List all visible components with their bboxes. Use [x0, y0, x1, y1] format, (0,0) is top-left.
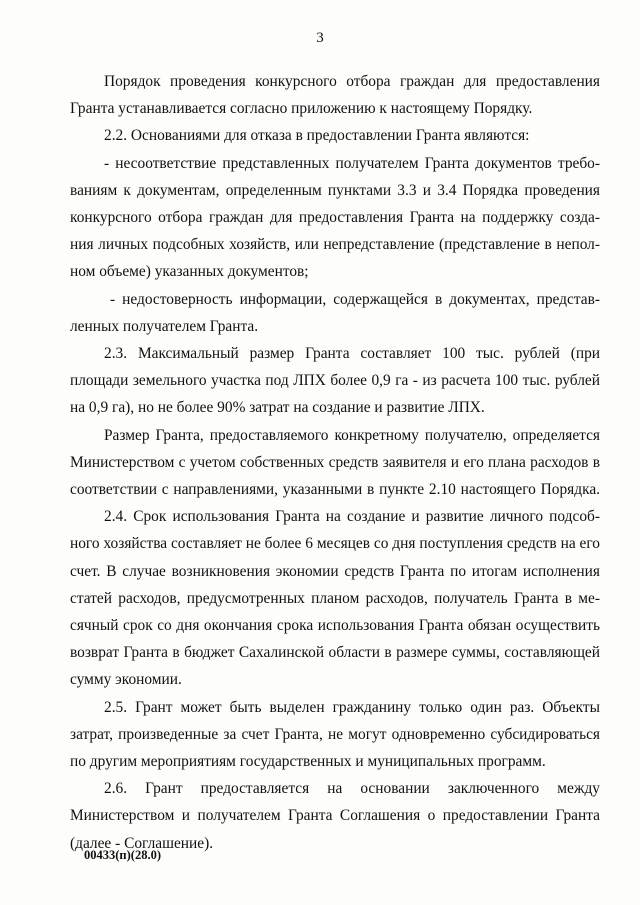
- text-line: Министерством с учетом собственных средств заявителя и его плана расходов в: [70, 453, 600, 471]
- text-line: конкурсного отбора граждан для предоставления Гранта на поддержку созда-: [70, 209, 600, 227]
- text-line: ния личных подсобных хозяйств, или непредставление (представление в непол-: [70, 236, 600, 254]
- text-line: статей расходов, предусмотренных планом расходов, получатель Гранта в ме-: [70, 589, 600, 607]
- text-line: ваниям к документам, определенным пунктами 3.3 и 3.4 Порядка проведения: [70, 181, 600, 199]
- page-number: 3: [316, 30, 324, 46]
- text-line: счет. В случае возникновения экономии средств Гранта по итогам исполнения: [70, 562, 600, 580]
- text-line: Порядок проведения конкурсного отбора граждан для предоставления: [104, 73, 600, 90]
- text-line: ленных получателем Гранта.: [70, 317, 259, 335]
- text-line: сячный срок со дня окончания срока использования Гранта обязан осуществить: [70, 617, 600, 635]
- clause-2-4: 2.4. Срок использования Гранта на создание и развитие личного подсоб-: [104, 508, 600, 526]
- text-line: Министерством и получателем Гранта Соглашения о предоставлении Гранта: [70, 807, 600, 825]
- clause-2-2-heading: 2.2. Основаниями для отказа в предоставлении Гранта являются:: [104, 127, 530, 145]
- text-line: сумму экономии.: [70, 671, 182, 689]
- text-line: - несоответствие представленных получателем Гранта документов требо-: [104, 154, 600, 172]
- clause-2-3: 2.3. Максимальный размер Гранта составляет 100 тыс. рублей (при: [104, 345, 600, 363]
- document-body: [70, 68, 600, 857]
- clause-2-6: 2.6. Грант предоставляется на основании заключенного между: [104, 780, 600, 798]
- text-line: площади земельного участка под ЛПХ более 0,9 га - из расчета 100 тыс. рублей: [70, 372, 600, 390]
- text-line: возврат Гранта в бюджет Сахалинской области в размере суммы, составляющей: [70, 644, 600, 662]
- text-line: (далее - Соглашение).: [70, 834, 214, 852]
- text-line: Размер Гранта, предоставляемого конкретному получателю, определяется: [104, 426, 600, 444]
- text-line: на 0,9 га), но не более 90% затрат на создание и развитие ЛПХ.: [70, 399, 485, 417]
- document-code: 00433(п)(28.0): [84, 848, 161, 862]
- text-line: затрат, произведенные за счет Гранта, не могут одновременно субсидироваться: [70, 725, 600, 743]
- text-line: - недостоверность информации, содержащейся в документах, представ-: [110, 290, 600, 308]
- text-line: Гранта устанавливается согласно приложению к настоящему Порядку.: [70, 100, 533, 118]
- text-line: соответствии с направлениями, указанными в пункте 2.10 настоящего Порядка.: [70, 481, 600, 499]
- text-line: ного хозяйства составляет не более 6 месяцев со дня поступления средств на его: [70, 535, 600, 553]
- text-line: по другим мероприятиям государственных и муниципальных программ.: [70, 753, 546, 771]
- clause-2-5: 2.5. Грант может быть выделен гражданину только один раз. Объекты: [104, 698, 600, 716]
- text-line: ном объеме) указанных документов;: [70, 263, 309, 281]
